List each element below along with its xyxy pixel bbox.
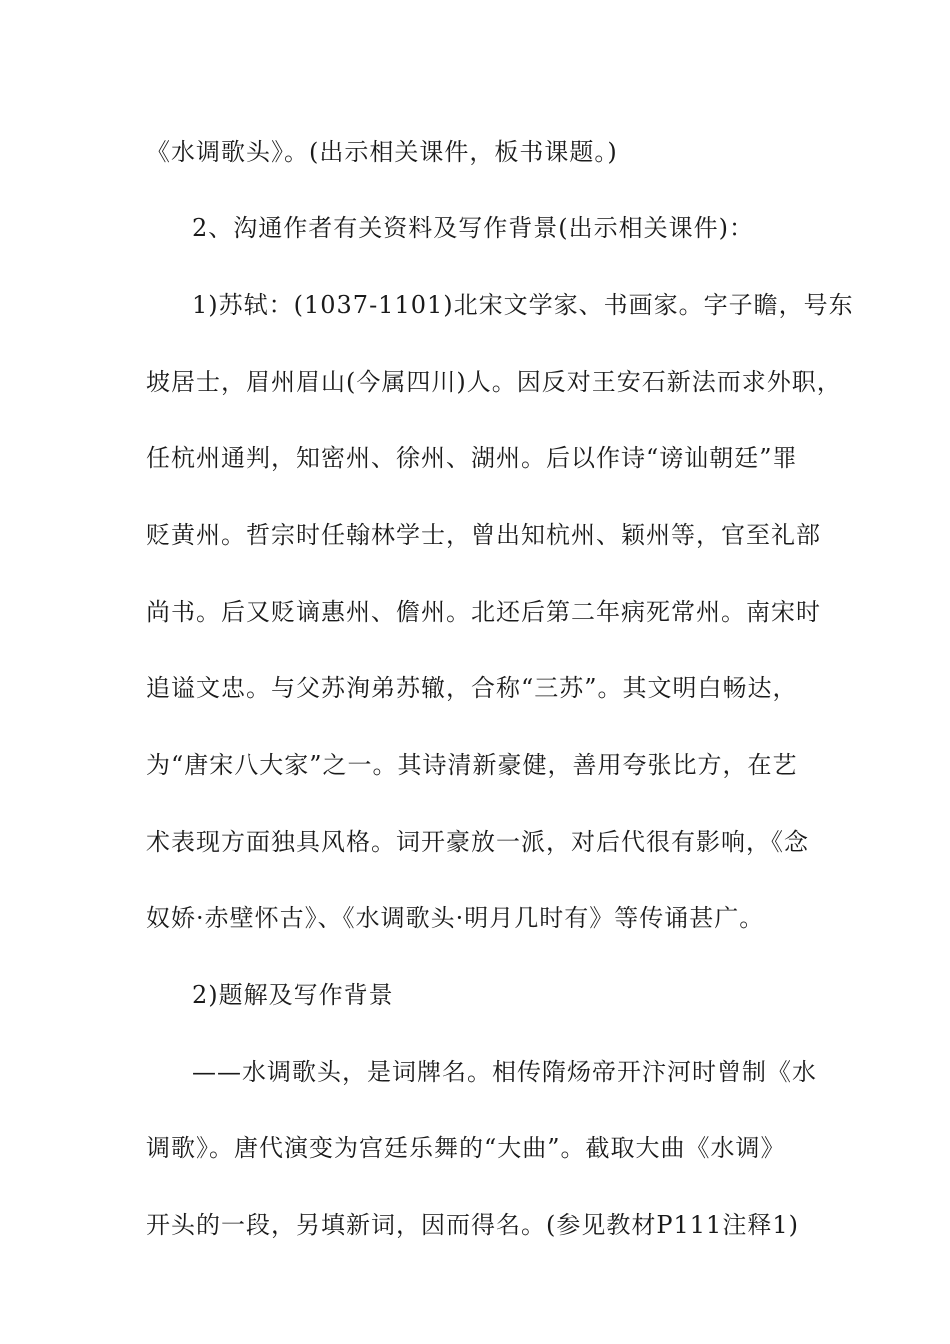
text-line-paragraph: 尚书。后又贬谪惠州、儋州。北还后第二年病死常州。南宋时 [146,598,821,626]
text-line-paragraph: 术表现方面独具风格。词开豪放一派，对后代很有影响，《念 [146,828,809,856]
text-line-paragraph: 调歌》。唐代演变为宫廷乐舞的“大曲”。截取大曲《水调》 [146,1134,786,1162]
text-line-paragraph: ——水调歌头，是词牌名。相传隋炀帝开汴河时曾制《水 [192,1058,817,1086]
text-line-paragraph: 奴娇·赤壁怀古》、《水调歌头·明月几时有》等传诵甚广。 [146,904,765,932]
text-line-paragraph: 追谥文忠。与父苏洵弟苏辙，合称“三苏”。其文明白畅达， [146,674,798,702]
text-line-paragraph: 开头的一段，另填新词，因而得名。(参见教材P111注释1) [146,1211,799,1239]
text-line-paragraph: 任杭州通判，知密州、徐州、湖州。后以作诗“谤讪朝廷”罪 [146,444,798,472]
text-line-subsection-1: 1)苏轼：(1037-1101)北宋文学家、书画家。字子瞻，号东 [192,291,854,319]
text-line-section-2: 2、沟通作者有关资料及写作背景(出示相关课件)： [192,214,754,242]
text-line-paragraph: 贬黄州。哲宗时任翰林学士，曾出知杭州、颖州等，官至礼部 [146,521,821,549]
text-line-paragraph: 为“唐宋八大家”之一。其诗清新豪健，善用夸张比方，在艺 [146,751,798,779]
text-line-paragraph: 坡居士，眉州眉山(今属四川)人。因反对王安石新法而求外职， [146,368,842,396]
text-line-subsection-2: 2)题解及写作背景 [192,981,394,1009]
text-line-title-intro: 《水调歌头》。(出示相关课件，板书课题。) [146,138,618,166]
